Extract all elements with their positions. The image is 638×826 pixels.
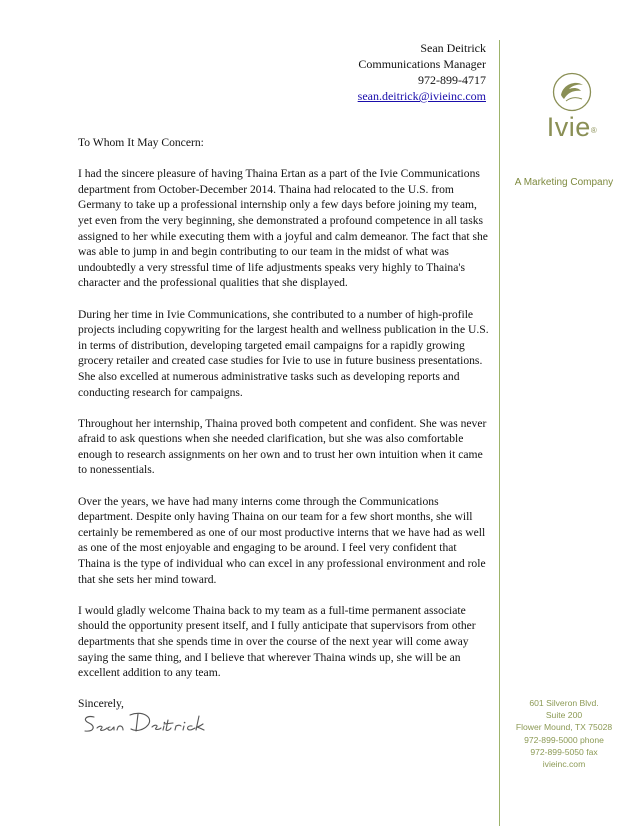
sender-title: Communications Manager [358, 57, 486, 71]
address-street: 601 Silveron Blvd. [529, 698, 599, 708]
address-fax: 972-899-5050 fax [530, 746, 598, 757]
letter-paragraph: I would gladly welcome Thaina back to my team as a full-time permanent associate should the opportunity present itself, and I fully anticipate that supervisors from other departments that she spends time in over the course of the next year will come away saying the same thing, and I believe that wherever Thaina winds up, she will be an excellent addition to any team. [78, 603, 476, 680]
brand-name: Ivie® [546, 112, 598, 142]
letter-paragraph: During her time in Ivie Communications, she contributed to a number of high-profile projects including copywriting for the largest health and wellness publication in the U.S. in terms of distribution, developing targeted email campaigns for a rapidly growing grocery retailer and created case studies for Ivie to use in future business presentations. She also excelled at numerous administrative tasks such as developing reports and conducting research for campaigns. [78, 307, 489, 399]
sender-block [358, 40, 486, 104]
sender-phone: 972-899-4717 [418, 73, 486, 87]
handwritten-signature [80, 708, 230, 740]
sender-name: Sean Deitrick [420, 41, 486, 55]
letter-paragraph: Throughout her internship, Thaina proved both competent and confident. She was never afraid to ask questions when she needed clarification, but she was also comfortable enough to research assignments on her own and to trust her own intuition when it came to nonessentials. [78, 416, 487, 477]
letter-paragraph: Over the years, we have had many interns come through the Communications department. Despite only having Thaina on our team for a few short months, she will certainly be remembered as one of our most productive interns that we have had as well as one of the most enjoyable and engaging to be around. I feel very confident that Thaina is the type of individual who can excel in any professional environment and role that she sets her mind toward. [78, 494, 486, 586]
letter-body [78, 135, 490, 728]
letter-closing: Sincerely, [78, 697, 124, 711]
leaf-emblem-icon [552, 72, 592, 112]
divider-line [499, 40, 500, 826]
brand-tagline: A Marketing Company [514, 177, 614, 188]
address-phone: 972-899-5000 phone [524, 734, 604, 745]
address-website: ivieinc.com [542, 759, 586, 770]
letter-paragraph: I had the sincere pleasure of having Thaina Ertan as a part of the Ivie Communications department from October-December 2014. Thaina had relocated to the U.S. from Germany to take up a professional internship only a few days before joining my team, yet even from the very beginning, she demonstrated a profound competence in all tasks assigned to her while executing them with a joyful and calm demeanor. The fact that she was able to jump in and begin contributing to our team in the midst of what was undoubtedly a very stressful time of life adjustments speaks very highly to Thaina's character and the professional qualities that she displayed. [78, 167, 488, 290]
sender-email-link[interactable]: sean.deitrick@ivieinc.com [357, 89, 486, 103]
address-suite: Suite 200 [545, 710, 583, 721]
address-city: Flower Mound, TX 75028 [515, 722, 613, 733]
company-address [508, 697, 620, 770]
letter-salutation: To Whom It May Concern: [78, 136, 204, 149]
company-logo [527, 72, 617, 141]
